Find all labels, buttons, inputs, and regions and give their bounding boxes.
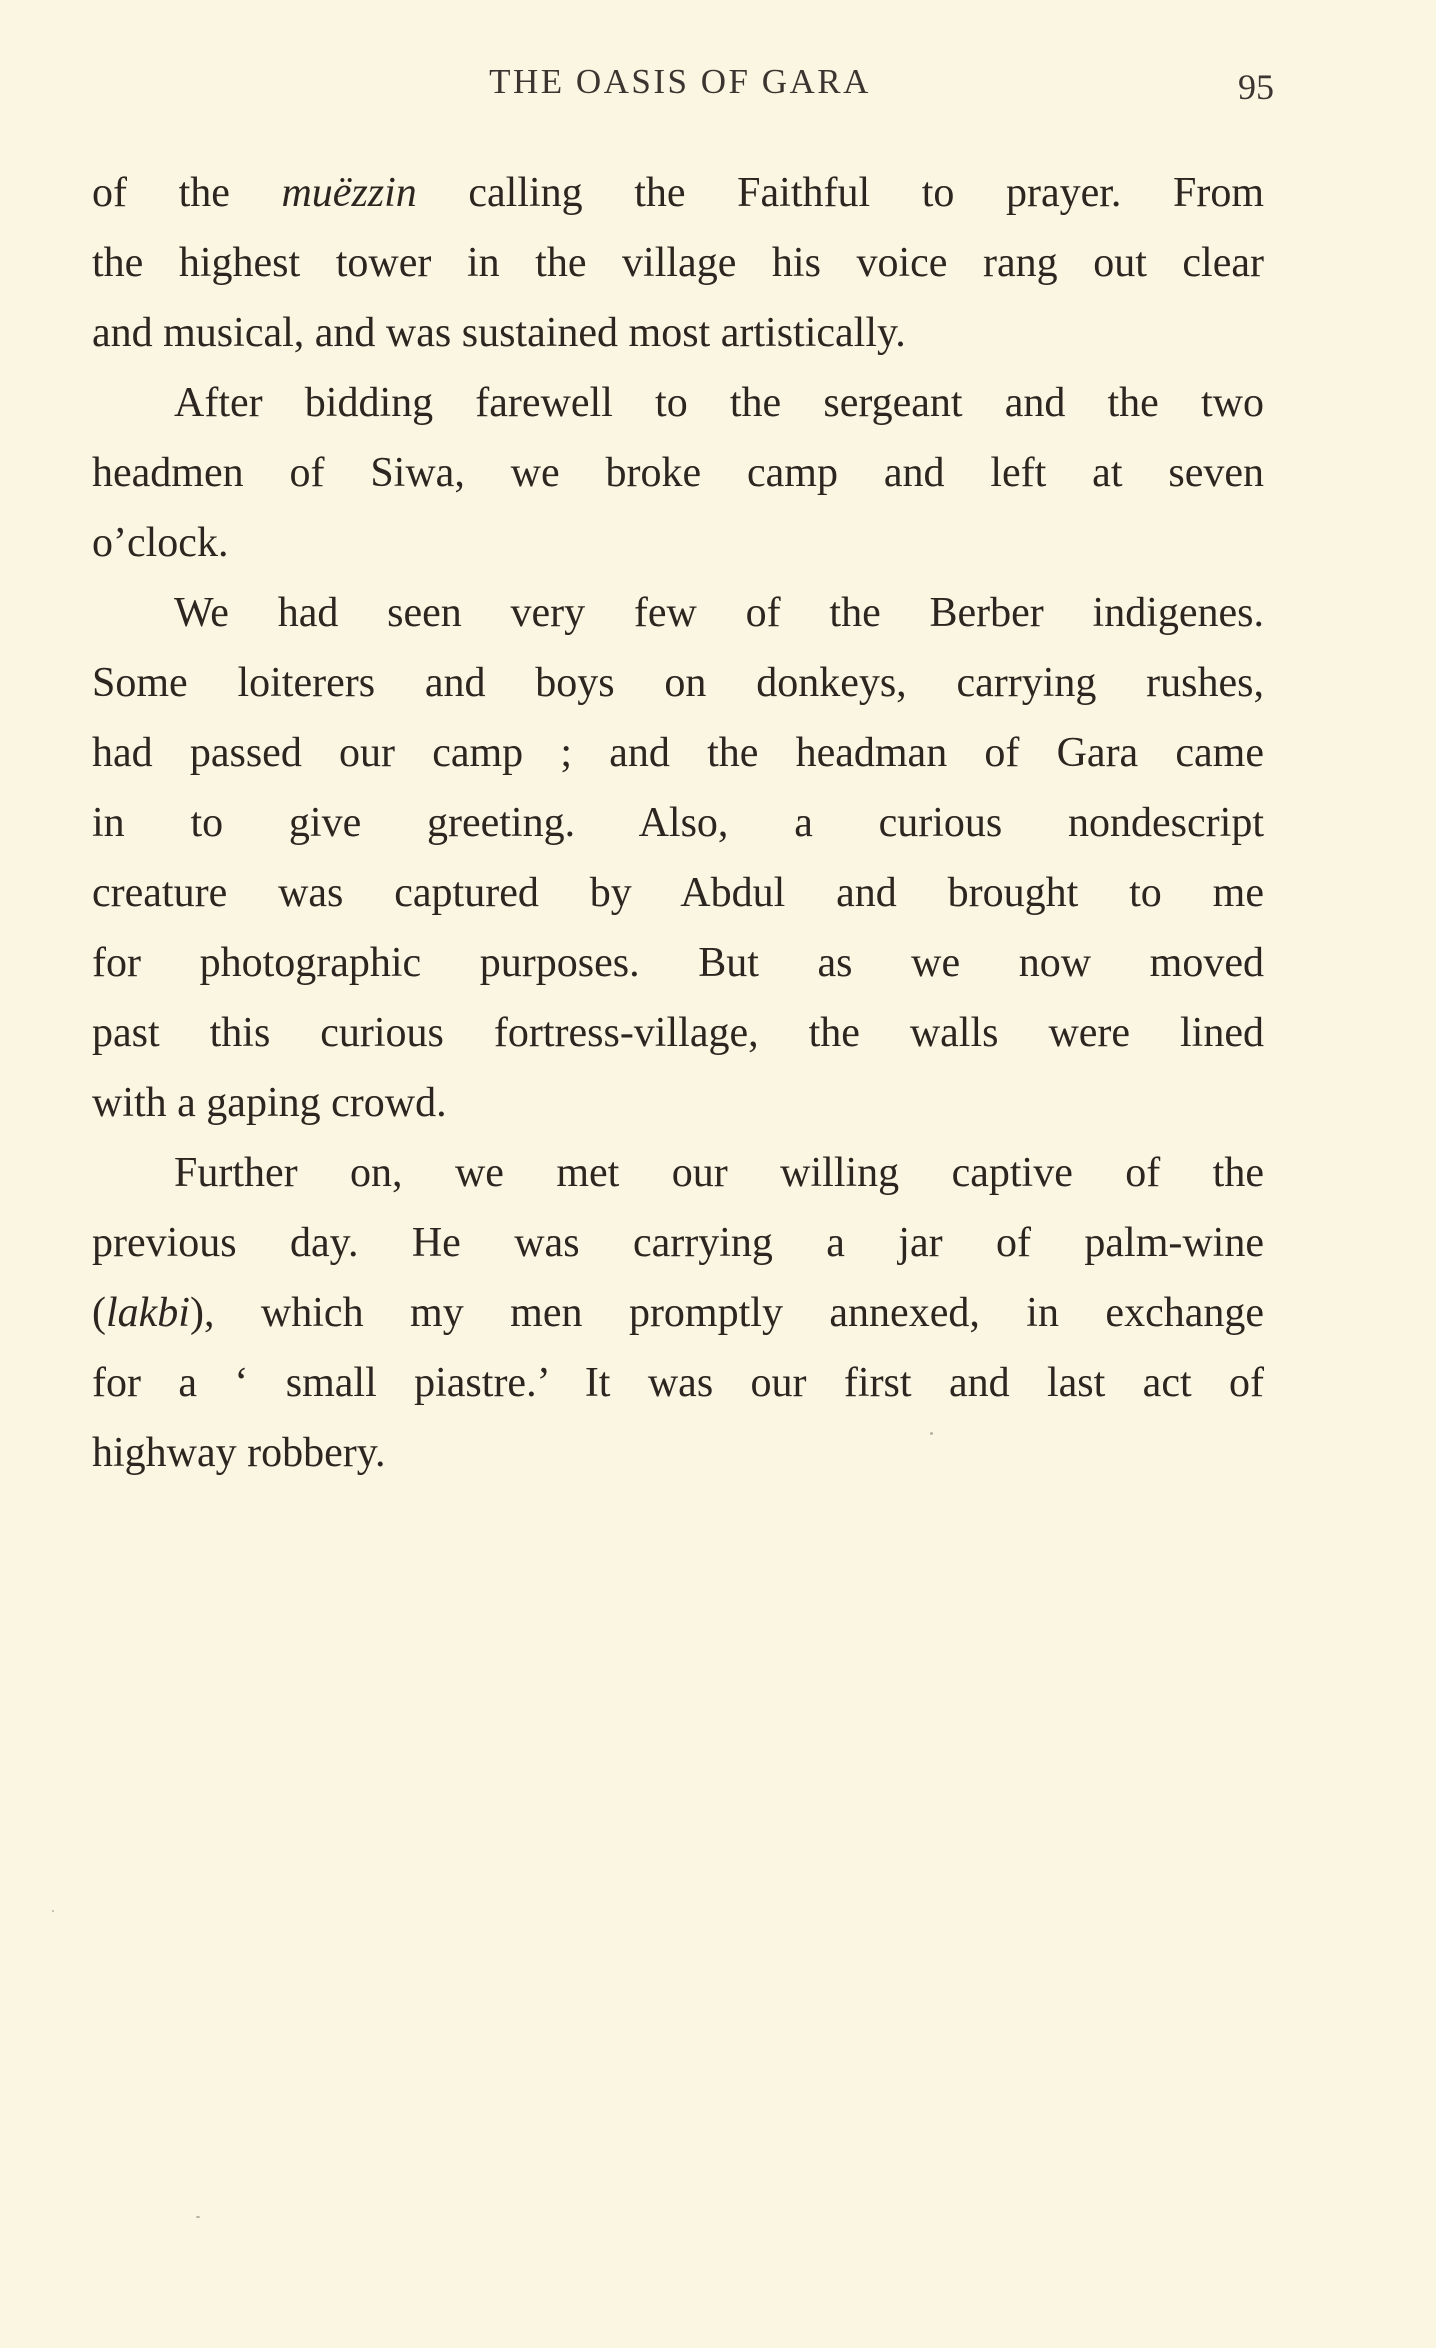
text-line: for photographic purposes. But as we now moved bbox=[92, 940, 1264, 986]
text-line: had passed our camp ; and the headman of Gara came bbox=[92, 730, 1264, 776]
text-line: creature was captured by Abdul and brought to me bbox=[92, 870, 1264, 916]
page-number: 95 bbox=[1238, 67, 1274, 107]
running-head bbox=[94, 62, 1274, 114]
paragraph-captive bbox=[92, 1138, 1264, 1488]
running-title: THE OASIS OF GARA bbox=[489, 62, 871, 101]
text-line: After bidding farewell to the sergeant and the two bbox=[174, 380, 1264, 426]
paper-speck bbox=[52, 1910, 54, 1912]
italic-term: lakbi bbox=[106, 1290, 190, 1336]
text-line: and musical, and was sustained most artistically. bbox=[92, 310, 906, 356]
paragraph-farewell bbox=[92, 368, 1264, 578]
paper-speck bbox=[196, 2216, 200, 2218]
text-line: o’clock. bbox=[92, 520, 229, 566]
paragraph-berber bbox=[92, 578, 1264, 1138]
text-line: headmen of Siwa, we broke camp and left at seven bbox=[92, 450, 1264, 496]
text-line: the highest tower in the village his voice rang out clear bbox=[92, 240, 1264, 286]
paper-speck bbox=[930, 1432, 933, 1435]
text-line: We had seen very few of the Berber indigenes. bbox=[174, 590, 1264, 636]
text-line: previous day. He was carrying a jar of palm-wine bbox=[92, 1220, 1264, 1266]
text-line: with a gaping crowd. bbox=[92, 1080, 447, 1126]
text-line: of the muëzzin calling the Faithful to prayer. From bbox=[92, 170, 1265, 216]
text-line: highway robbery. bbox=[92, 1430, 386, 1476]
body-text bbox=[92, 158, 1264, 1488]
text-line: in to give greeting. Also, a curious nondescript bbox=[92, 800, 1264, 846]
text-line: for a ‘ small piastre.’ It was our first and last act of bbox=[92, 1360, 1264, 1406]
text-line: (lakbi), which my men promptly annexed, in exchange bbox=[92, 1290, 1264, 1336]
italic-term: muëzzin bbox=[281, 170, 417, 216]
text-line: Some loiterers and boys on donkeys, carrying rushes, bbox=[92, 660, 1264, 706]
text-line: past this curious fortress-village, the walls were lined bbox=[92, 1010, 1264, 1056]
paragraph-muezzin bbox=[92, 158, 1264, 368]
text-line: Further on, we met our willing captive of the bbox=[174, 1150, 1264, 1196]
